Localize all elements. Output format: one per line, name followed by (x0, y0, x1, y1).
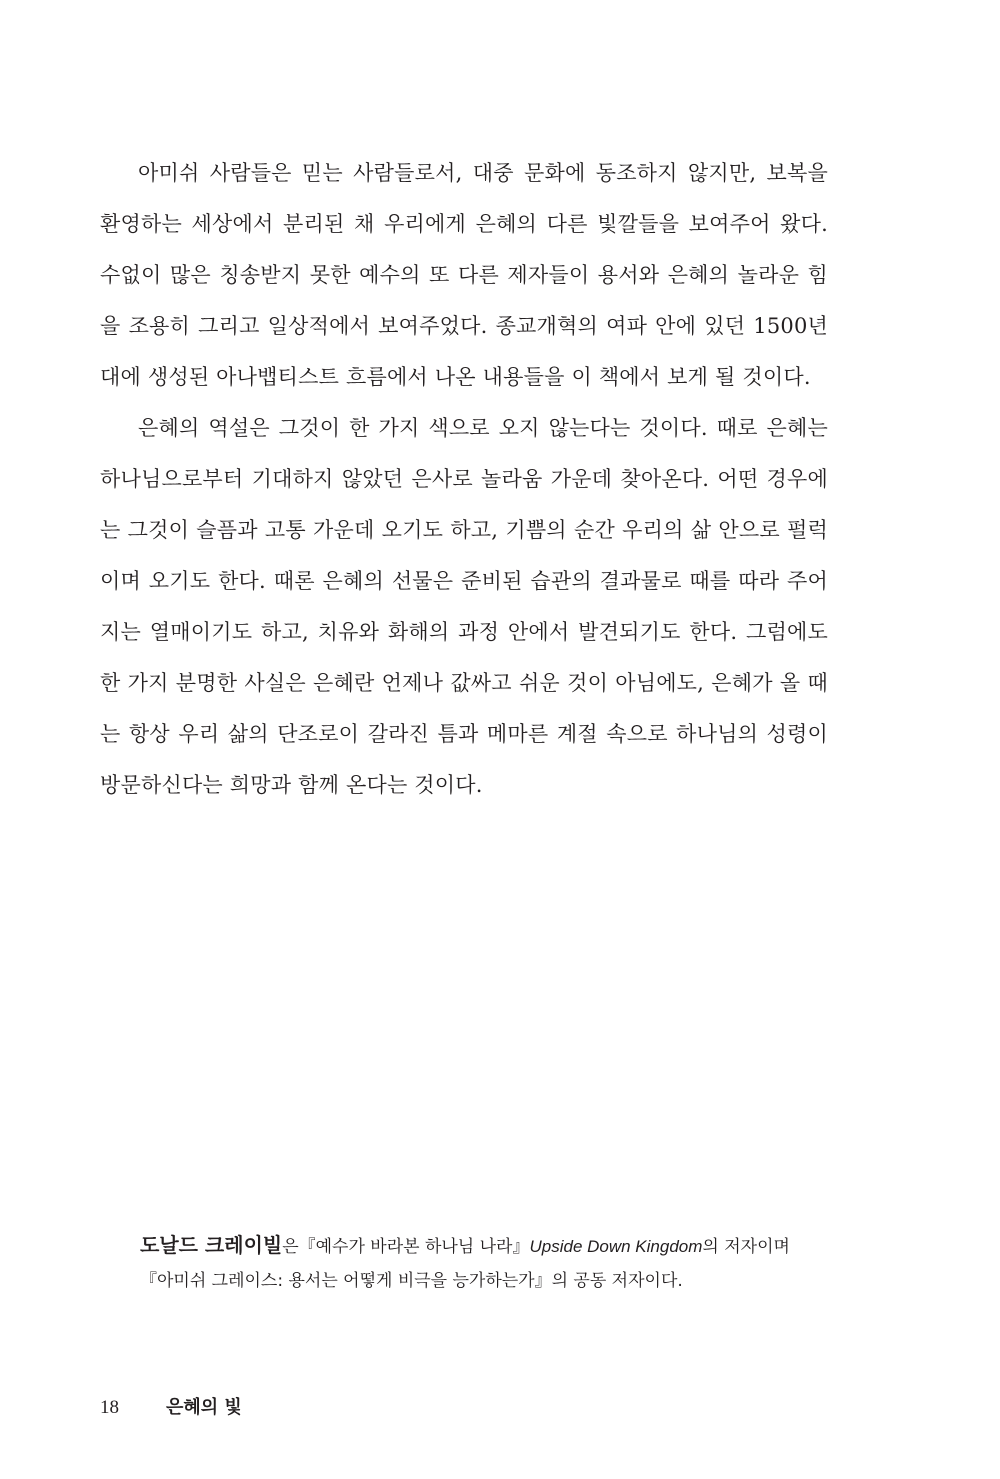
paragraph-2: 은혜의 역설은 그것이 한 가지 색으로 오지 않는다는 것이다. 때로 은혜는 하나님으로부터 기대하지 않았던 은사로 놀라움 가운데 찾아온다. 어떤 경우에는 그것이 슬픔과 고통 가운데 오기도 하고, 기쁨의 순간 우리의 삶 안으로 펄럭이며 오기도 한다. 때론 은혜의 선물은 준비된 습관의 결과물로 때를 따라 주어지는 열매이기도 하고, 치유와 화해의 과정 안에서 발견되기도 한다. 그럼에도 한 가지 분명한 사실은 은혜란 언제나 값싸고 쉬운 것이 아님에도, 은혜가 올 때는 항상 우리 삶의 단조로이 갈라진 틈과 메마른 계절 속으로 하나님의 성령이 방문하신다는 희망과 함께 온다는 것이다. (100, 416, 828, 797)
author-name: 도날드 크레이빌 (140, 1233, 283, 1257)
page-footer (100, 1393, 242, 1419)
body-text (100, 148, 828, 811)
author-note (140, 1228, 820, 1298)
english-book-title: Upside Down Kingdom (529, 1237, 703, 1256)
author-note-text-1: 은『예수가 바라본 하나님 나라』 (282, 1237, 530, 1257)
paragraph-1: 아미쉬 사람들은 믿는 사람들로서, 대중 문화에 동조하지 않지만, 보복을 환영하는 세상에서 분리된 채 우리에게 은혜의 다른 빛깔들을 보여주어 왔다. 수없이 많은 칭송받지 못한 예수의 또 다른 제자들이 용서와 은혜의 놀라운 힘을 조용히 그리고 일상적에서 보여주었다. 종교개혁의 여파 안에 있던 1500년대에 생성된 아나뱁티스트 흐름에서 나온 내용들을 이 책에서 보게 될 것이다. (100, 161, 828, 389)
author-note-text-2: 의 저자이며『아미쉬 그레이스: 용서는 어떻게 비극을 능가하는가』의 공동 저자이다. (140, 1237, 790, 1291)
running-book-title: 은혜의 빛 (166, 1397, 242, 1418)
page-number: 18 (100, 1397, 119, 1418)
